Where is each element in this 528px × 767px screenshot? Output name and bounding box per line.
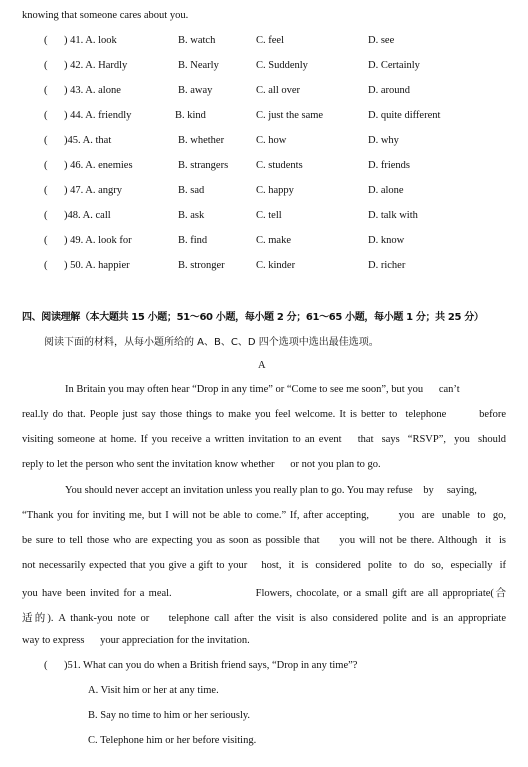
cloze-item-48: [0, 210, 528, 226]
passage-label: A: [258, 360, 266, 371]
question-option-c: C. Telephone him or her before visiting.: [88, 735, 257, 746]
option-c: C. feel: [256, 35, 284, 46]
option-d: D. richer: [368, 260, 406, 271]
passage-line: “Thank you for inviting me, but I will not be able to come.” If, after accepting, you are unable to go,: [22, 510, 506, 521]
passage-line: real.ly do that. People just say those things to make you feel welcome. It is better to telephone before: [22, 409, 506, 420]
cloze-item-44: [0, 110, 528, 126]
option-d: D. quite different: [368, 110, 441, 121]
item-number-option-a: ) 47. A. angry: [64, 185, 123, 196]
option-d: D. why: [368, 135, 399, 146]
option-b: B. kind: [175, 110, 206, 121]
option-c: C. kinder: [256, 260, 296, 271]
option-d: D. see: [368, 35, 395, 46]
option-d: D. friends: [368, 160, 410, 171]
item-number-option-a: ) 46. A. enemies: [64, 160, 133, 171]
option-b: B. stronger: [178, 260, 225, 271]
answer-paren: (: [44, 160, 48, 171]
cloze-item-43: [0, 85, 528, 101]
passage-line: be sure to tell those who are expecting you as soon as possible that you will not be there. Although it is: [22, 535, 506, 546]
passage-line: not necessarily expected that you give a gift to your host, it is considered polite to do so, especially if: [22, 560, 506, 571]
option-d: D. talk with: [368, 210, 418, 221]
passage-line: You should never accept an invitation unless you really plan to go. You may refuse by saying,: [65, 485, 477, 496]
cloze-item-49: [0, 235, 528, 251]
option-c: C. all over: [256, 85, 301, 96]
intro-tail-text: knowing that someone cares about you.: [22, 10, 189, 21]
option-b: B. whether: [178, 135, 225, 146]
option-b: B. sad: [178, 185, 205, 196]
option-b: B. ask: [178, 210, 205, 221]
option-d: D. Certainly: [368, 60, 420, 71]
answer-paren: (: [44, 110, 48, 121]
question-option-b: B. Say no time to him or her seriously.: [88, 710, 251, 721]
option-b: B. away: [178, 85, 213, 96]
option-c: C. how: [256, 135, 287, 146]
answer-paren: (: [44, 135, 48, 146]
answer-paren: (: [44, 260, 48, 271]
item-number-option-a: )48. A. call: [64, 210, 111, 221]
option-c: C. make: [256, 235, 291, 246]
answer-paren: (: [44, 210, 48, 221]
cloze-item-50: [0, 260, 528, 276]
cloze-item-41: [0, 35, 528, 51]
section-instruction: 阅读下面的材料，从每小题所给的 A、B、C、D 四个选项中选出最佳选项。: [44, 337, 379, 348]
item-number-option-a: ) 50. A. happier: [64, 260, 130, 271]
cloze-item-42: [0, 60, 528, 76]
item-number-option-a: ) 42. A. Hardly: [64, 60, 128, 71]
option-b: B. Nearly: [178, 60, 219, 71]
answer-paren: (: [44, 35, 48, 46]
question-option-a: A. Visit him or her at any time.: [88, 685, 219, 696]
answer-paren: (: [44, 185, 48, 196]
option-b: B. strangers: [178, 160, 229, 171]
option-c: C. Suddenly: [256, 60, 308, 71]
passage-line: 适的). A thank-you note or telephone call after the visit is also considered polite and is an appropriate: [22, 613, 506, 624]
passage-line: visiting someone at home. If you receive a written invitation to an event that says “RSVP”, you should: [22, 434, 506, 445]
option-b: B. watch: [178, 35, 216, 46]
section-heading: 四、阅读理解（本大题共 15 小题；51～60 小题，每小题 2 分；61～65 小题，每小题 1 分；共 25 分）: [22, 312, 484, 323]
option-d: D. alone: [368, 185, 404, 196]
cloze-item-47: [0, 185, 528, 201]
option-c: C. tell: [256, 210, 282, 221]
passage-line: way to express your appreciation for the invitation.: [22, 635, 250, 646]
passage-line: In Britain you may often hear “Drop in any time” or “Come to see me soon”, but you can’t: [65, 384, 460, 395]
answer-paren: (: [44, 235, 48, 246]
item-number-option-a: ) 49. A. look for: [64, 235, 132, 246]
passage-line: you have been invited for a meal. Flowers, chocolate, or a small gift are all appropriate(合: [22, 588, 506, 599]
item-number-option-a: )45. A. that: [64, 135, 112, 146]
item-number-option-a: ) 43. A. alone: [64, 85, 121, 96]
option-c: C. just the same: [256, 110, 324, 121]
cloze-item-45: [0, 135, 528, 151]
option-d: D. know: [368, 235, 405, 246]
item-number-option-a: ) 41. A. look: [64, 35, 117, 46]
item-number-option-a: ) 44. A. friendly: [64, 110, 132, 121]
answer-paren: (: [44, 660, 48, 671]
answer-paren: (: [44, 85, 48, 96]
option-d: D. around: [368, 85, 410, 96]
cloze-item-46: [0, 160, 528, 176]
option-c: C. happy: [256, 185, 294, 196]
answer-paren: (: [44, 60, 48, 71]
option-b: B. find: [178, 235, 208, 246]
passage-line: reply to let the person who sent the invitation know whether or not you plan to go.: [22, 459, 381, 470]
option-c: C. students: [256, 160, 303, 171]
question-stem: )51. What can you do when a British friend says, “Drop in any time”?: [64, 660, 358, 671]
